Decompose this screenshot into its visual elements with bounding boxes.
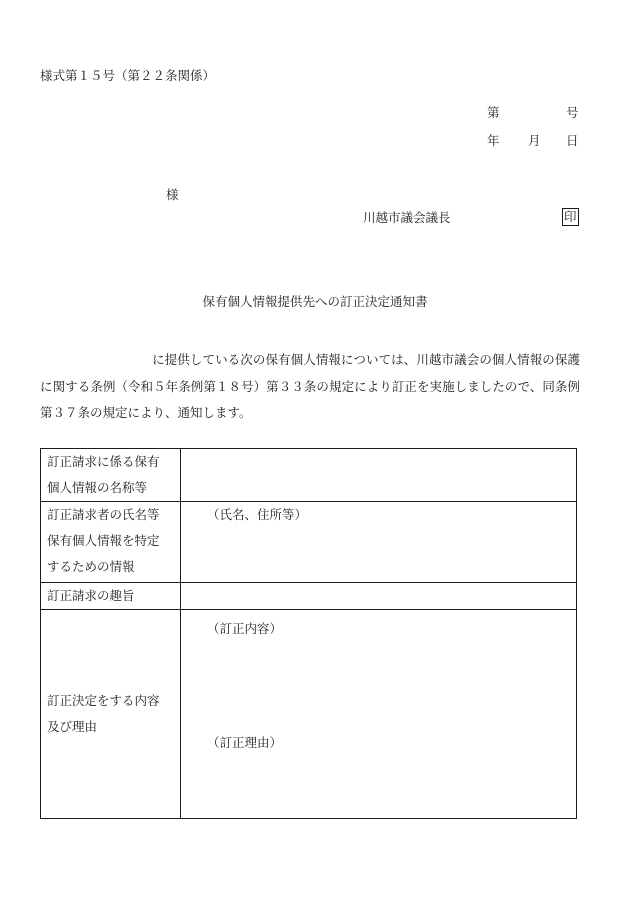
date-year-label: 年 <box>487 133 500 148</box>
table-row <box>41 502 577 583</box>
sender-name: 川越市議会議長 <box>363 210 451 225</box>
label-line: 訂正請求に係る保有 <box>47 454 160 469</box>
body-paragraph <box>40 347 580 427</box>
form-number: 様式第１５号（第２２条関係） <box>40 68 216 83</box>
document-number-label: 第 <box>487 105 500 120</box>
table-row <box>41 449 577 502</box>
seal-mark: 印 <box>564 209 577 224</box>
label-line: 訂正決定をする内容 <box>47 693 160 708</box>
label-line: 個人情報の名称等 <box>47 480 148 495</box>
table-value-cell[interactable] <box>181 502 577 583</box>
label-line: するための情報 <box>47 559 135 574</box>
correction-reason-hint: （訂正理由） <box>207 735 283 750</box>
date-month-label: 月 <box>528 133 541 148</box>
addressee-honorific: 様 <box>166 187 179 202</box>
document-title: 保有個人情報提供先への訂正決定通知書 <box>202 294 428 309</box>
document-number-suffix: 号 <box>566 105 579 120</box>
table-label-cell <box>41 610 181 819</box>
correction-info-table <box>40 448 577 819</box>
date-day-label: 日 <box>566 133 579 148</box>
table-label-cell <box>41 502 181 583</box>
correction-content-hint: （訂正内容） <box>207 621 283 636</box>
table-row <box>41 610 577 819</box>
body-text: に提供している次の保有個人情報については、川越市議会の個人情報の保護に関する条例（令和５年条例第１８号）第３３条の規定により訂正を実施しましたので、同条例第３７条の規定により、通知します。 <box>40 352 580 420</box>
table-row <box>41 583 577 610</box>
table-label-cell <box>41 449 181 502</box>
label-line: 及び理由 <box>47 719 98 734</box>
label-line: 訂正請求者の氏名等 <box>47 507 160 522</box>
table-value-cell[interactable] <box>181 610 577 819</box>
label-line: 訂正請求の趣旨 <box>47 588 135 603</box>
label-line: 保有個人情報を特定 <box>47 533 160 548</box>
table-label-cell <box>41 583 181 610</box>
table-value-cell[interactable] <box>181 449 577 502</box>
table-value-cell[interactable] <box>181 583 577 610</box>
requester-hint: （氏名、住所等） <box>207 507 308 522</box>
